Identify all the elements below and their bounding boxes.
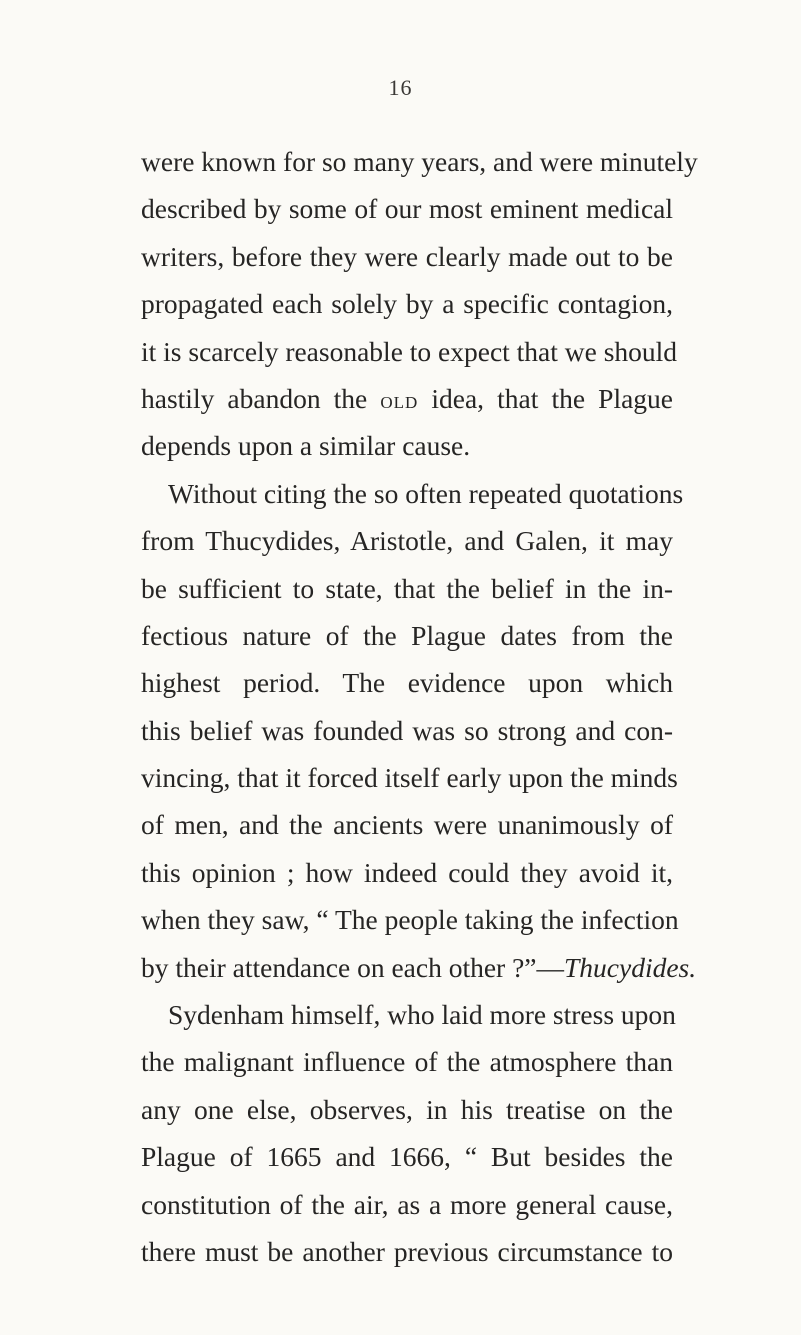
text-line: highest period. The evidence upon which: [141, 667, 673, 699]
text-line: propagated each solely by a specific contagion,: [141, 288, 673, 320]
text-line: hastily abandon the old idea, that the Plague: [141, 382, 673, 414]
text-line: vincing, that it forced itself early upon the minds: [141, 762, 678, 794]
text-line: Without citing the so often repeated quotations: [168, 477, 684, 509]
italic-citation: Thucydides.: [564, 951, 697, 983]
text-line: when they saw, “ The people taking the infection: [141, 904, 679, 936]
text-line: by their attendance on each other ?”—Thucydides.: [141, 951, 697, 983]
text-line: this opinion ; how indeed could they avoid it,: [141, 856, 673, 888]
text-line: Plague of 1665 and 1666, “ But besides the: [141, 1141, 673, 1173]
text-line: the malignant influence of the atmosphere than: [141, 1046, 673, 1078]
text-line: from Thucydides, Aristotle, and Galen, it may: [141, 525, 673, 557]
text-line: any one else, observes, in his treatise on the: [141, 1093, 673, 1125]
text-line: be sufficient to state, that the belief in the in-: [141, 572, 673, 604]
text-line: of men, and the ancients were unanimously of: [141, 809, 673, 841]
text-line: this belief was founded was so strong and con-: [141, 714, 673, 746]
text-line: constitution of the air, as a more general cause,: [141, 1188, 673, 1220]
text-line: fectious nature of the Plague dates from the: [141, 619, 673, 651]
body-text: [141, 138, 698, 1275]
text-line: it is scarcely reasonable to expect that we should: [141, 335, 678, 367]
text-line: depends upon a similar cause.: [141, 430, 471, 462]
text-line: there must be another previous circumstance to: [141, 1235, 673, 1267]
text-line: writers, before they were clearly made out to be: [141, 240, 673, 272]
small-caps-word: old: [380, 387, 419, 414]
text-line: were known for so many years, and were minutely: [141, 146, 698, 177]
text-line: Sydenham himself, who laid more stress upon: [168, 999, 676, 1031]
page-number: 16: [388, 75, 413, 100]
text-line: described by some of our most eminent medical: [141, 193, 673, 225]
